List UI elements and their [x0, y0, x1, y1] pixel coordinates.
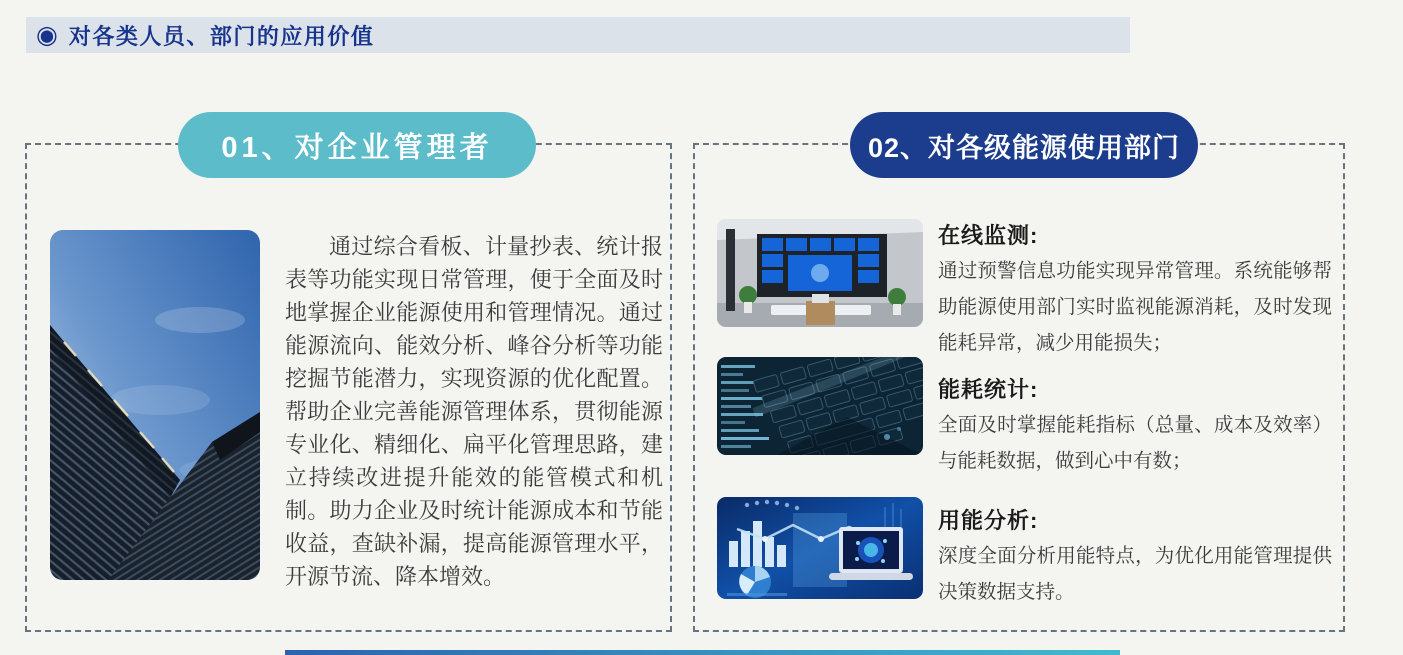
charts-laptop-photo	[717, 497, 923, 599]
keyboard-data-photo	[717, 357, 923, 455]
feature-description: 深度全面分析用能特点，为优化用能管理提供决策数据支持。	[938, 545, 1332, 603]
bottom-accent-bar	[285, 650, 1120, 655]
feature-title: 能耗统计:	[938, 377, 1039, 402]
feature-title: 在线监测:	[938, 223, 1039, 248]
feature-description: 全面及时掌握能耗指标（总量、成本及效率）与能耗数据，做到心中有数；	[938, 414, 1332, 472]
feature-online-monitoring-text	[938, 219, 1332, 361]
panel-01-badge	[178, 112, 536, 178]
bullseye-icon: ◉	[36, 20, 58, 49]
panel-02-badge-label: 02、对各级能源使用部门	[867, 132, 1181, 163]
feature-energy-analysis-text	[938, 497, 1332, 610]
feature-energy-analysis	[717, 497, 1332, 610]
panel-energy-departments	[693, 132, 1345, 632]
feature-online-monitoring	[717, 219, 1332, 361]
feature-energy-statistics	[717, 357, 1332, 479]
control-room-photo	[717, 219, 923, 327]
feature-title: 用能分析:	[938, 508, 1039, 533]
panel-02-badge	[850, 112, 1198, 178]
feature-energy-statistics-text	[938, 357, 1332, 479]
panel-enterprise-managers	[25, 131, 672, 632]
skyscrapers-photo	[50, 230, 260, 580]
panel-01-badge-label: 01、对企业管理者	[221, 131, 493, 164]
section-header	[26, 17, 1130, 53]
page-title: 对各类人员、部门的应用价值	[68, 23, 375, 49]
feature-description: 通过预警信息功能实现异常管理。系统能够帮助能源使用部门实时监视能源消耗，及时发现能耗异常，减少用能损失；	[938, 260, 1332, 354]
panel-01-body	[50, 230, 663, 593]
panel-01-paragraph: 通过综合看板、计量抄表、统计报表等功能实现日常管理，便于全面及时地掌握企业能源使用和管理情况。通过能源流向、能效分析、峰谷分析等功能挖掘节能潜力，实现资源的优化配置。帮助企业完善能源管理体系，贯彻能源专业化、精细化、扁平化管理思路，建立持续改进提升能效的能管模式和机制。助力企业及时统计能源成本和节能收益，查缺补漏，提高能源管理水平，开源节流、降本增效。	[285, 234, 663, 589]
